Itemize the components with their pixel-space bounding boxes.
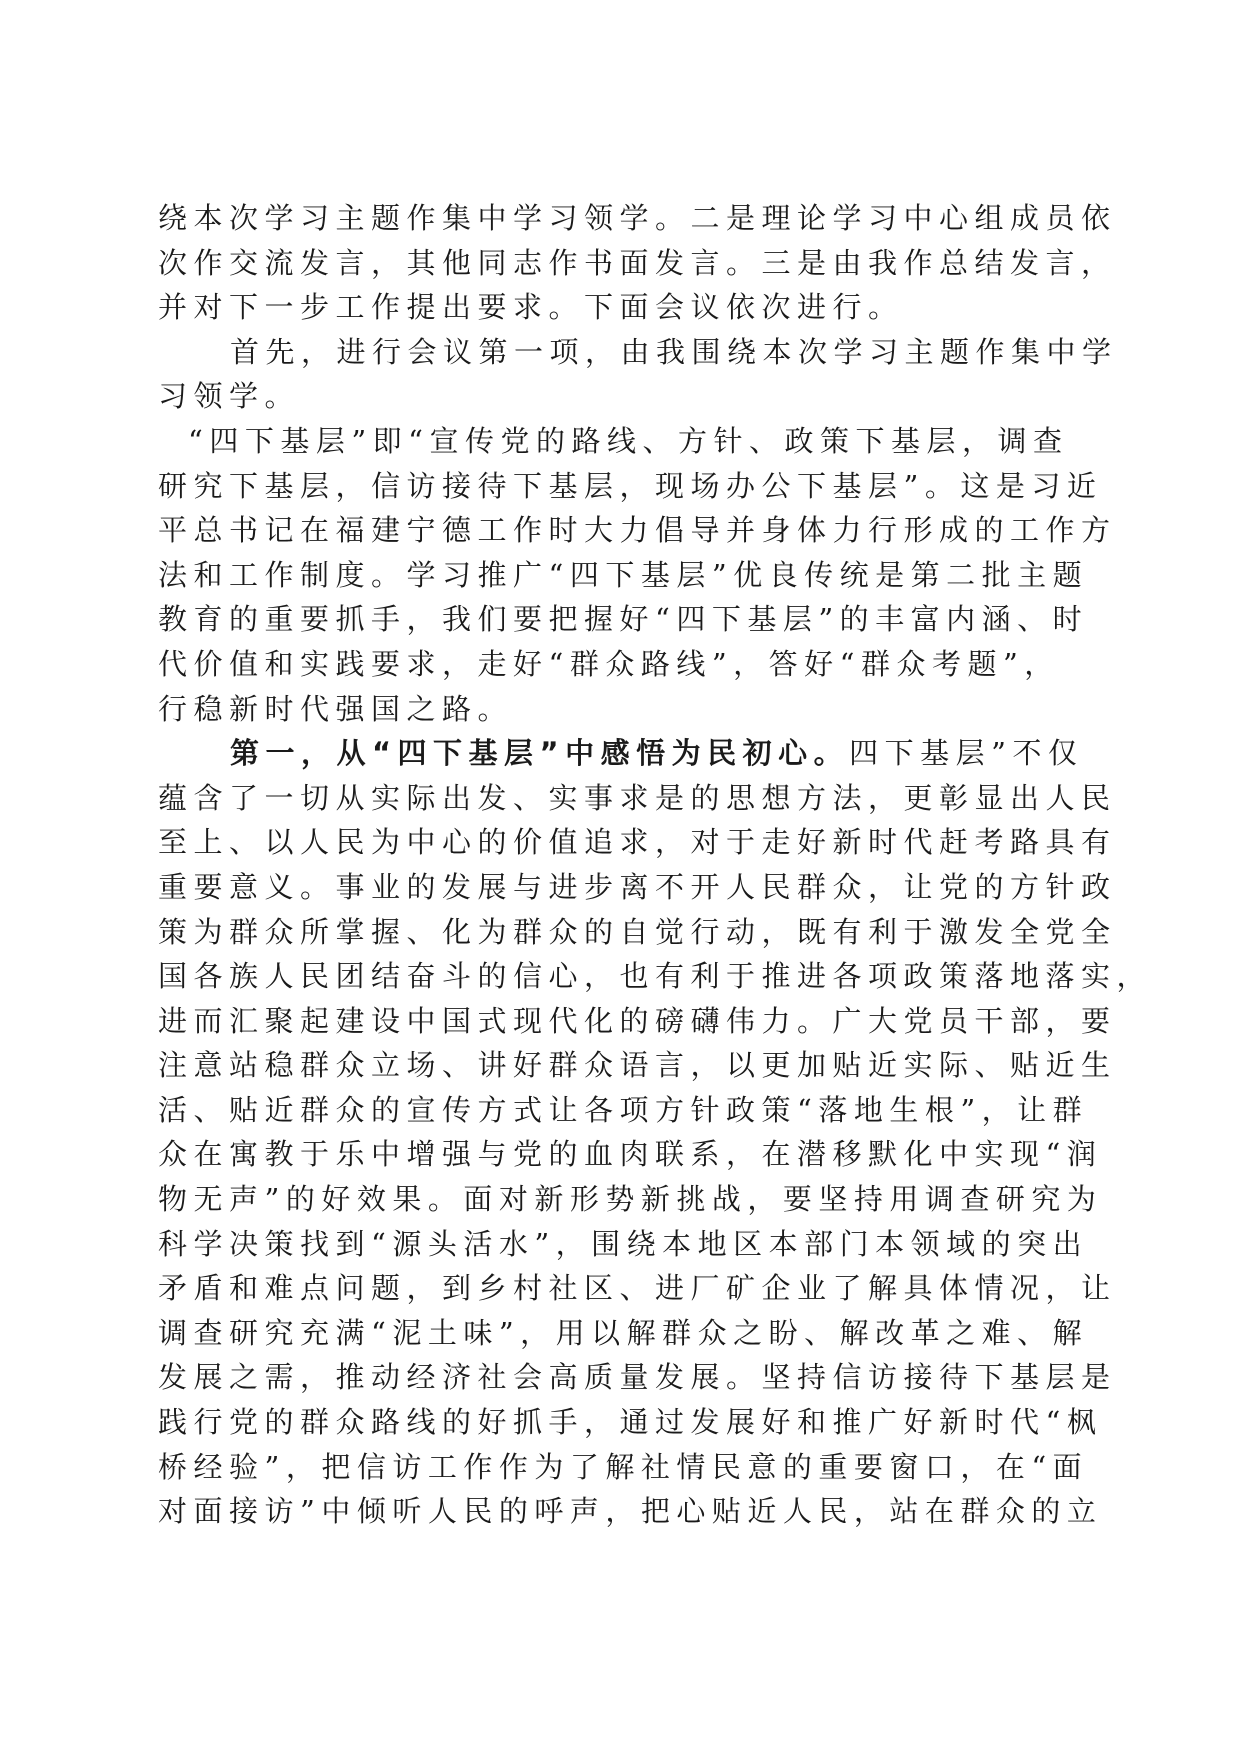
text-line-10: 教育的重要抓手，我们要把握好“四下基层”的丰富内涵、时 bbox=[158, 602, 1089, 637]
section-heading: 第一，从“四下基层”中感悟为民初心。 bbox=[230, 736, 850, 771]
text-line-23: 物无声”的好效果。面对新形势新挑战，要坚持用调查研究为 bbox=[158, 1182, 1103, 1217]
text-line-14: 蕴含了一切从实际出发、实事求是的思想方法，更彰显出人民 bbox=[158, 780, 1117, 815]
text-line-16: 重要意义。事业的发展与进步离不开人民群众，让党的方针政 bbox=[158, 869, 1117, 904]
text-line-19: 进而汇聚起建设中国式现代化的磅礴伟力。广大党员干部，要 bbox=[158, 1003, 1117, 1038]
text-line-4: 首先，进行会议第一项，由我围绕本次学习主题作集中学 bbox=[230, 334, 1118, 369]
text-line-6: “四下基层”即“宣传党的路线、方针、政策下基层，调查 bbox=[188, 423, 1069, 458]
text-line-22: 众在寓教于乐中增强与党的血肉联系，在潜移默化中实现“润 bbox=[158, 1137, 1103, 1172]
text-line-24: 科学决策找到“源头活水”，围绕本地区本部门本领域的突出 bbox=[158, 1226, 1089, 1261]
text-line-29: 桥经验”，把信访工作作为了解社情民意的重要窗口，在“面 bbox=[158, 1449, 1089, 1484]
text-line-5: 习领学。 bbox=[158, 379, 301, 414]
text-line-3: 并对下一步工作提出要求。下面会议依次进行。 bbox=[158, 290, 904, 325]
heading-continuation: 四下基层”不仅 bbox=[849, 736, 1084, 771]
document-body bbox=[158, 196, 1153, 1534]
text-line-8: 平总书记在福建宁德工作时大力倡导并身体力行形成的工作方 bbox=[158, 513, 1117, 548]
text-line-26: 调查研究充满“泥土味”，用以解群众之盼、解改革之难、解 bbox=[158, 1315, 1089, 1350]
text-line-28: 践行党的群众路线的好抓手，通过发展好和推广好新时代“枫 bbox=[158, 1405, 1103, 1440]
text-line-12: 行稳新时代强国之路。 bbox=[158, 691, 514, 726]
text-line-18: 国各族人民团结奋斗的信心，也有利于推进各项政策落地落实， bbox=[158, 959, 1153, 994]
text-line-17: 策为群众所掌握、化为群众的自觉行动，既有利于激发全党全 bbox=[158, 914, 1117, 949]
text-line-1: 绕本次学习主题作集中学习领学。二是理论学习中心组成员依 bbox=[158, 201, 1117, 235]
text-line-7: 研究下基层，信访接待下基层，现场办公下基层”。这是习近 bbox=[158, 468, 1103, 503]
text-line-20: 注意站稳群众立场、讲好群众语言，以更加贴近实际、贴近生 bbox=[158, 1048, 1117, 1083]
text-line-30: 对面接访”中倾听人民的呼声，把心贴近人民，站在群众的立 bbox=[158, 1494, 1103, 1529]
text-line-11: 代价值和实践要求，走好“群众路线”，答好“群众考题”， bbox=[158, 646, 1060, 681]
text-line-2: 次作交流发言，其他同志作书面发言。三是由我作总结发言， bbox=[158, 245, 1117, 280]
text-line-21: 活、贴近群众的宣传方式让各项方针政策“落地生根”，让群 bbox=[158, 1092, 1089, 1127]
text-line-15: 至上、以人民为中心的价值追求，对于走好新时代赶考路具有 bbox=[158, 825, 1117, 860]
text-line-27: 发展之需，推动经济社会高质量发展。坚持信访接待下基层是 bbox=[158, 1360, 1117, 1395]
text-line-13 bbox=[158, 731, 1082, 776]
text-line-25: 矛盾和难点问题，到乡村社区、进厂矿企业了解具体情况，让 bbox=[158, 1271, 1117, 1306]
text-line-9: 法和工作制度。学习推广“四下基层”优良传统是第二批主题 bbox=[158, 557, 1089, 592]
